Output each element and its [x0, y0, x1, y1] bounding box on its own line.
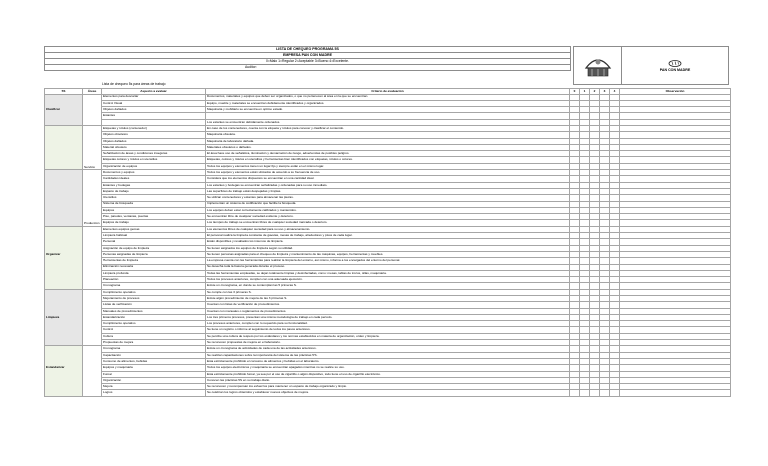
- score-cell[interactable]: [600, 390, 610, 396]
- aspect-cell: Propuestas de mejora: [102, 340, 206, 346]
- aspect-cell: Piso, paredes, ventanas, puertas: [102, 214, 206, 220]
- aspect-cell: Elementos equipos gemas: [102, 226, 206, 232]
- aspect-cell: Estantes y bodegas: [102, 182, 206, 188]
- company-name: EMPRESA PAN CON MADRE: [45, 53, 571, 59]
- score-cell[interactable]: [610, 390, 620, 396]
- area-cell: [83, 390, 102, 396]
- five-s-cell: Clasificar: [45, 107, 83, 113]
- aspect-cell: Etiquetas y rótulos (contenedor): [102, 125, 206, 131]
- criterion-cell: Documentos, materiales y equipos que deben ser organizados, o que no pertenecen al área en la que se encuentran.: [206, 94, 570, 100]
- intro-text: Lista de chequeo 5s para áreas de trabajo: [102, 82, 166, 86]
- aspect-cell: Objetos dañados: [102, 138, 206, 144]
- aspect-cell: Cronograma: [102, 283, 206, 289]
- header-table: [44, 46, 571, 76]
- aspect-cell: Logros: [102, 390, 206, 396]
- score-cell[interactable]: [590, 390, 600, 396]
- criterion-cell: En caso de los contenedores, cuenta con la etiqueta y rótulos para conocer y clasificar el contenido.: [206, 125, 570, 131]
- column-header: Observación: [620, 89, 731, 95]
- criterion-cell: Existe un cronograma de actividades de cada una de las actividades anteriores.: [206, 346, 570, 352]
- observation-cell[interactable]: [620, 390, 731, 396]
- bakery-illustration: [574, 47, 622, 84]
- criterion-cell: Esta estrictamente prohibido el consumo de alimentos y bebidas en el laboratorio.: [206, 358, 570, 364]
- criterion-cell: Los elementos libres de cualquier suciedad para su uso y almacenamiento.: [206, 226, 570, 232]
- aspect-cell: Cumplimiento operativo: [102, 289, 206, 295]
- logo-box: [573, 46, 729, 85]
- criterion-cell: Las superficies de trabajo están despejadas y limpias.: [206, 188, 570, 194]
- aspect-cell: Limpieza profunda: [102, 270, 206, 276]
- criterion-cell: La empresa cuenta con las herramientas para realizar la limpieza del entorno, así mismo, informa a los encargados del entorno del personal.: [206, 258, 570, 264]
- column-header: 2: [590, 89, 600, 95]
- aspect-cell: Documentos y equipos: [102, 170, 206, 176]
- aspect-cell: Fumar: [102, 371, 206, 377]
- sheet-title: LISTA DE CHEQUEO PROGRAMA 5S: [45, 47, 571, 53]
- criterion-cell: Esta estrictamente prohibido fumar, ya sea por el uso de cigarrillo o algún dispositivo, todo tiene el uso de cigarrillo electrónico.: [206, 371, 570, 377]
- column-header: 0: [570, 89, 580, 95]
- criterion-cell: Los equipos deben estar correctamente calibrados y mantenidos.: [206, 207, 570, 213]
- aspect-cell: Listas de verificación: [102, 302, 206, 308]
- criterion-cell: Se utilizan contenedores y estantes para almacenar las piezas.: [206, 195, 570, 201]
- brand-logo: [622, 47, 728, 84]
- aspect-cell: Cantidades ideales: [102, 176, 206, 182]
- criterion-cell: Cuentan con manuales o reglamentos de procedimientos.: [206, 308, 570, 314]
- aspect-cell: Capacitación: [102, 352, 206, 358]
- aspect-cell: Personal: [102, 239, 206, 245]
- criterion-cell: Maquinaria y mobiliario se encuentra en optimo estado.: [206, 107, 570, 113]
- criterion-cell: Existe un cronograma, en donde se contemplan las 5 primeras S.: [206, 283, 570, 289]
- criterion-cell: Se encuentran libre de cualquier suciedad evidente y deterioro.: [206, 214, 570, 220]
- aspect-cell: Objetos dañados: [102, 107, 206, 113]
- aspect-cell: Herramientas de limpieza: [102, 258, 206, 264]
- criterion-cell: Todos los equipos electrónicos y maquinaria se encuentran apagados mientras no se realice su uso.: [206, 365, 570, 371]
- aspect-cell: Cumplimiento operativo: [102, 321, 206, 327]
- aspect-cell: Sistema de búsqueda: [102, 201, 206, 207]
- criterion-cell: El área hace uso de señalética, iluminación y demarcación de riesgo, advertencias de posibles peligros.: [206, 151, 570, 157]
- score-cell[interactable]: [570, 390, 580, 396]
- criterion-cell: Etiquetas, colores y rótulos en utensilios y herramientas bien identificados con etiquetas, rótulos o colores.: [206, 157, 570, 163]
- auditor-field[interactable]: Auditor:: [45, 65, 571, 71]
- aspect-cell: Limpieza habitual: [102, 233, 206, 239]
- criterion-cell: Se percibe una cultura de respeto por los estándares y los normas establecidos en materia de organización, orden y limpieza.: [206, 333, 570, 339]
- aspect-cell: Estandarización: [102, 314, 206, 320]
- aspect-cell: Equipos de trabajo: [102, 220, 206, 226]
- table-row: [45, 390, 731, 396]
- aspect-cell: Organización: [102, 377, 206, 383]
- checklist-sheet: [44, 46, 730, 395]
- aspect-cell: Asignación de equipo de limpieza: [102, 245, 206, 251]
- aspect-cell: Material obsoleto: [102, 144, 206, 150]
- criterion-cell: Los estantes y bodegas se encuentran señalizadas y ordenadas para su uso inmediato.: [206, 182, 570, 188]
- column-header: 5S: [45, 89, 83, 95]
- aspect-cell: Equipos: [102, 207, 206, 213]
- criterion-cell: Maquinaria de laboratorio dañada.: [206, 138, 570, 144]
- criterion-cell: Se tienen personas asignadas para el chequeo de limpieza y mantenimiento de las máquinas, equipos, herramientas y muebles.: [206, 251, 570, 257]
- aspect-cell: Etiquetas colores y rótulos en utensilios: [102, 157, 206, 163]
- criterion-cell: Existe algún procedimiento de mejora de las 3 primeras S.: [206, 296, 570, 302]
- criterion-cell: Considera que los elementos dispuestos se encuentran en una cantidad ideal.: [206, 176, 570, 182]
- aspect-cell: Mejora: [102, 384, 206, 390]
- criterion-cell: Se cumple con las 3 primeras S.: [206, 289, 570, 295]
- criterion-cell: Se realizan capacitaciones sobre la importancia del sistema de las prácticas 5'S.: [206, 352, 570, 358]
- column-header: 1: [580, 89, 590, 95]
- aspect-cell: Equipos y maquinaria: [102, 365, 206, 371]
- five-s-cell: Estandarizar: [45, 365, 83, 371]
- aspect-cell: Utensilios: [102, 195, 206, 201]
- column-header: 3: [600, 89, 610, 95]
- aspect-cell: Señalización de áreas y condiciones inseguras: [102, 151, 206, 157]
- criterion-cell: Los tres primeros procesos, presentan una misma metodología de trabajo en cada período.: [206, 314, 570, 320]
- criterion-cell: Se reconocen propuestas de mejora en el laboratorio.: [206, 340, 570, 346]
- column-header: 4: [610, 89, 620, 95]
- criterion-cell: Todos los equipos y elementos están ubicados de acuerdo a su frecuencia de uso.: [206, 170, 570, 176]
- criterion-cell: Implementan un sistema de codificación que facilite la búsqueda.: [206, 201, 570, 207]
- score-cell[interactable]: [580, 390, 590, 396]
- aspect-cell: Objetos obsoletos: [102, 132, 206, 138]
- aspect-cell: Manuales de procedimientos: [102, 308, 206, 314]
- aspect-cell: Cultura: [102, 333, 206, 339]
- rating-scale: 0=Malo 1=Regular 2=Aceptable 3=Bueno 4=Excelente.: [45, 59, 571, 65]
- criterion-cell: Todas las herramientas empleadas, se dejan totalmente limpias y desinfectadas, como: mesas, tablas de trozos, sillas, maquinaria.: [206, 270, 570, 276]
- area-cell: Producción: [83, 220, 102, 226]
- aspect-cell: Personas asignadas de limpieza: [102, 251, 206, 257]
- aspect-cell: Consumo de alimentos, bebidas: [102, 358, 206, 364]
- five-s-cell: Organizar: [45, 251, 83, 257]
- criterion-cell: Materiales obsoletos o dañados.: [206, 144, 570, 150]
- aspect-cell: Estantes: [102, 113, 206, 119]
- bread-icon: [668, 60, 682, 67]
- aspect-cell: Control: [102, 327, 206, 333]
- criterion-cell: Están disponibles y resaltados los insumos de limpieza.: [206, 239, 570, 245]
- five-s-cell: [45, 390, 83, 396]
- criterion-cell: Se desecha toda la basura generada durante el proceso.: [206, 264, 570, 270]
- criterion-cell: Los estantes se encuentran debidamente ordenados.: [206, 119, 570, 125]
- area-cell: Servicio: [83, 163, 102, 169]
- aspect-cell: Control Visual: [102, 100, 206, 106]
- five-s-cell: Limpieza: [45, 314, 83, 320]
- criterion-cell: Se celebran los logros obtenidos y establecer nuevos objetivos de mejora.: [206, 390, 570, 396]
- evaluation-table: [44, 88, 731, 397]
- brand-text: PAN CON MADRE: [659, 67, 691, 72]
- criterion-cell: Conocen las prácticas 5S en su trabajo diario.: [206, 377, 570, 383]
- aspect-cell: Planeación: [102, 277, 206, 283]
- criterion-cell: Se tienen asignados los equipos de limpieza según su utilidad.: [206, 245, 570, 251]
- criterion-cell: Equipo, mueble y materiales se encuentran debidamente identificados y organizados.: [206, 100, 570, 106]
- criterion-cell: Todos los procesos anteriores, cumplen con una adecuada ejecución.: [206, 277, 570, 283]
- criterion-cell: Se tiene un registro o informe al seguimiento de todos los pasos anteriores.: [206, 327, 570, 333]
- aspect-cell: Eliminación necesaria: [102, 264, 206, 270]
- criterion-cell: Se reconocen y recompensan los esfuerzos para mantener un espacio de trabajo organizado y limpio.: [206, 384, 570, 390]
- criterion-cell: Maquinaria obsoleta.: [206, 132, 570, 138]
- aspect-cell: Elementos para descartar: [102, 94, 206, 100]
- aspect-cell: Cronograma: [102, 346, 206, 352]
- criterion-cell: El personal realiza la limpieza constante de gavetas, mesas de trabajo, alrededores y pisos de cada lugar.: [206, 233, 570, 239]
- criterion-cell: Cuentan con listas de verificación de procedimientos.: [206, 302, 570, 308]
- aspect-cell: Organización de equipos: [102, 163, 206, 169]
- aspect-cell: Mejoramiento de procesos: [102, 296, 206, 302]
- column-header: Aspecto a evaluar: [102, 89, 206, 95]
- criterion-cell: Los tiempos de trabajo se encuentran libres de cualquier suciedad marcada o deterioro.: [206, 220, 570, 226]
- bakery-icon: [583, 54, 613, 78]
- column-header: Criterio de evaluación: [206, 89, 570, 95]
- criterion-cell: Los procesos anteriores, cumplen con lo requerido para su funcionalidad.: [206, 321, 570, 327]
- column-header: Áreas: [83, 89, 102, 95]
- aspect-cell: Espacio de trabajo: [102, 188, 206, 194]
- criterion-cell: Todos los equipos y elementos tienen un lugar fijo y siempre están en el mismo lugar.: [206, 163, 570, 169]
